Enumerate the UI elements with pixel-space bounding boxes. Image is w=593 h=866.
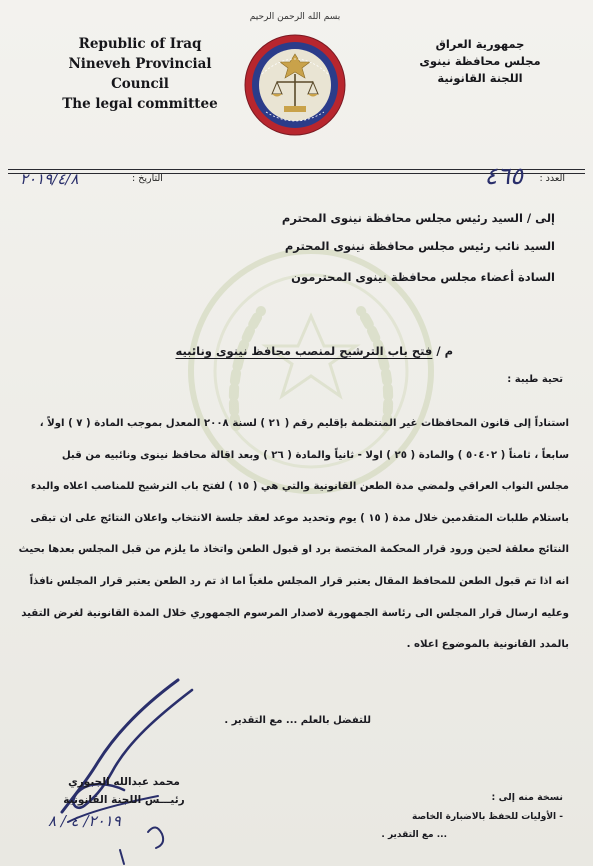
date-value: ٢٠١٩/٤/٨ bbox=[20, 170, 79, 188]
signatory-block bbox=[34, 773, 214, 809]
body-line: بالمدد القانونية بالموضوع اعلاه . bbox=[406, 639, 569, 651]
header-arabic-line-2: مجلس محافظة نينوى bbox=[419, 54, 541, 68]
header-english bbox=[40, 34, 240, 114]
basmala: بسم الله الرحمن الرحيم bbox=[249, 12, 341, 22]
body-line: سابعاً ، ثامناً ( ٥٠٤٠٢ ) والمادة ( ٢٥ ) اولا - ثانياً والمادة ( ٢٦ ) وبعد اقالة محافظ نينوى ونائبيه من قبل bbox=[61, 449, 569, 461]
closing-line: للتفضل بالعلم ... مع التقدير . bbox=[224, 715, 371, 726]
body-line: انه اذا تم قبول الطعن للمحافظ المقال يعتبر قرار المجلس ملغياً اما اذ تم رد الطعن يعتبر قرار المجلس نافذاً bbox=[29, 575, 569, 587]
header-english-line-3: The legal committee bbox=[62, 96, 218, 112]
addressee-line-1: إلى / السيد رئيس مجلس محافظة نينوى المحترم bbox=[281, 211, 555, 225]
body-line: النتائج معلقة لحين ورود قرار المحكمة المختصة برد او قبول الطعن واتخاذ ما يلزم من قبل المجلس بعدها بحيث bbox=[18, 544, 569, 556]
subject-line bbox=[175, 344, 453, 358]
reference-number: ٤٦٥ bbox=[484, 162, 523, 190]
signatory-name: محمد عبدالله الجبوري bbox=[68, 776, 180, 788]
handwritten-signature-icon bbox=[28, 672, 228, 866]
body-line: باستلام طلبات المتقدمين خلال مدة ( ١٥ ) يوم وتحديد موعد لعقد جلسة الانتخاب واعلان النتائج على ان تبقى bbox=[30, 512, 569, 524]
addressee-line-3: السادة أعضاء مجلس محافظة نينوى المحترمون bbox=[291, 270, 555, 284]
header-arabic-line-1: جمهورية العراق bbox=[435, 37, 525, 51]
greeting: تحية طيبة : bbox=[507, 374, 563, 385]
date-label: التاريخ : bbox=[132, 173, 163, 184]
number-label: العدد : bbox=[539, 173, 565, 184]
header-english-line-1: Republic of Iraq bbox=[78, 36, 202, 52]
copy-recipient: - الأوليات للحفظ بالاضبارة الخاصة bbox=[412, 812, 563, 822]
subject-prefix: م / bbox=[436, 344, 453, 358]
letter-body bbox=[9, 408, 569, 661]
addressee-line-2: السيد نائب رئيس مجلس محافظة نينوى المحترم bbox=[284, 239, 555, 253]
body-line: استناداً إلى قانون المحافظات غير المنتظمة بإقليم رقم ( ٢١ ) لسنة ٢٠٠٨ المعدل بموجب المادة ( ٧ ) اولاً ، bbox=[39, 418, 569, 429]
signatory-title: رئيـــس اللجنة القانونية bbox=[63, 794, 185, 806]
copies-label: نسخة منه إلى : bbox=[491, 792, 563, 803]
header-arabic-line-3: اللجنة القانونية bbox=[437, 71, 523, 85]
header-english-line-2: Nineveh Provincial Council bbox=[68, 56, 212, 92]
subject-text: فتح باب الترشيح لمنصب محافظ نينوى ونائبيه bbox=[175, 344, 433, 358]
body-line: وعليه ارسال قرار المجلس الى رئاسة الجمهورية لاصدار المرسوم الجمهوري خلال المدة القانونية لغرض التقيد bbox=[21, 607, 569, 619]
signature-date: ٢٠١٩/ ٤ / ٨ bbox=[48, 812, 121, 830]
body-line: مجلس النواب العراقي ولمضي مدة الطعن القانونية والتي هي ( ١٥ ) لفتح باب الترشيح للمناصب اعلاه والبدء bbox=[30, 481, 569, 493]
copy-closing: ... مع التقدير . bbox=[381, 830, 447, 840]
council-seal-icon bbox=[244, 34, 346, 136]
header-arabic bbox=[395, 36, 565, 87]
